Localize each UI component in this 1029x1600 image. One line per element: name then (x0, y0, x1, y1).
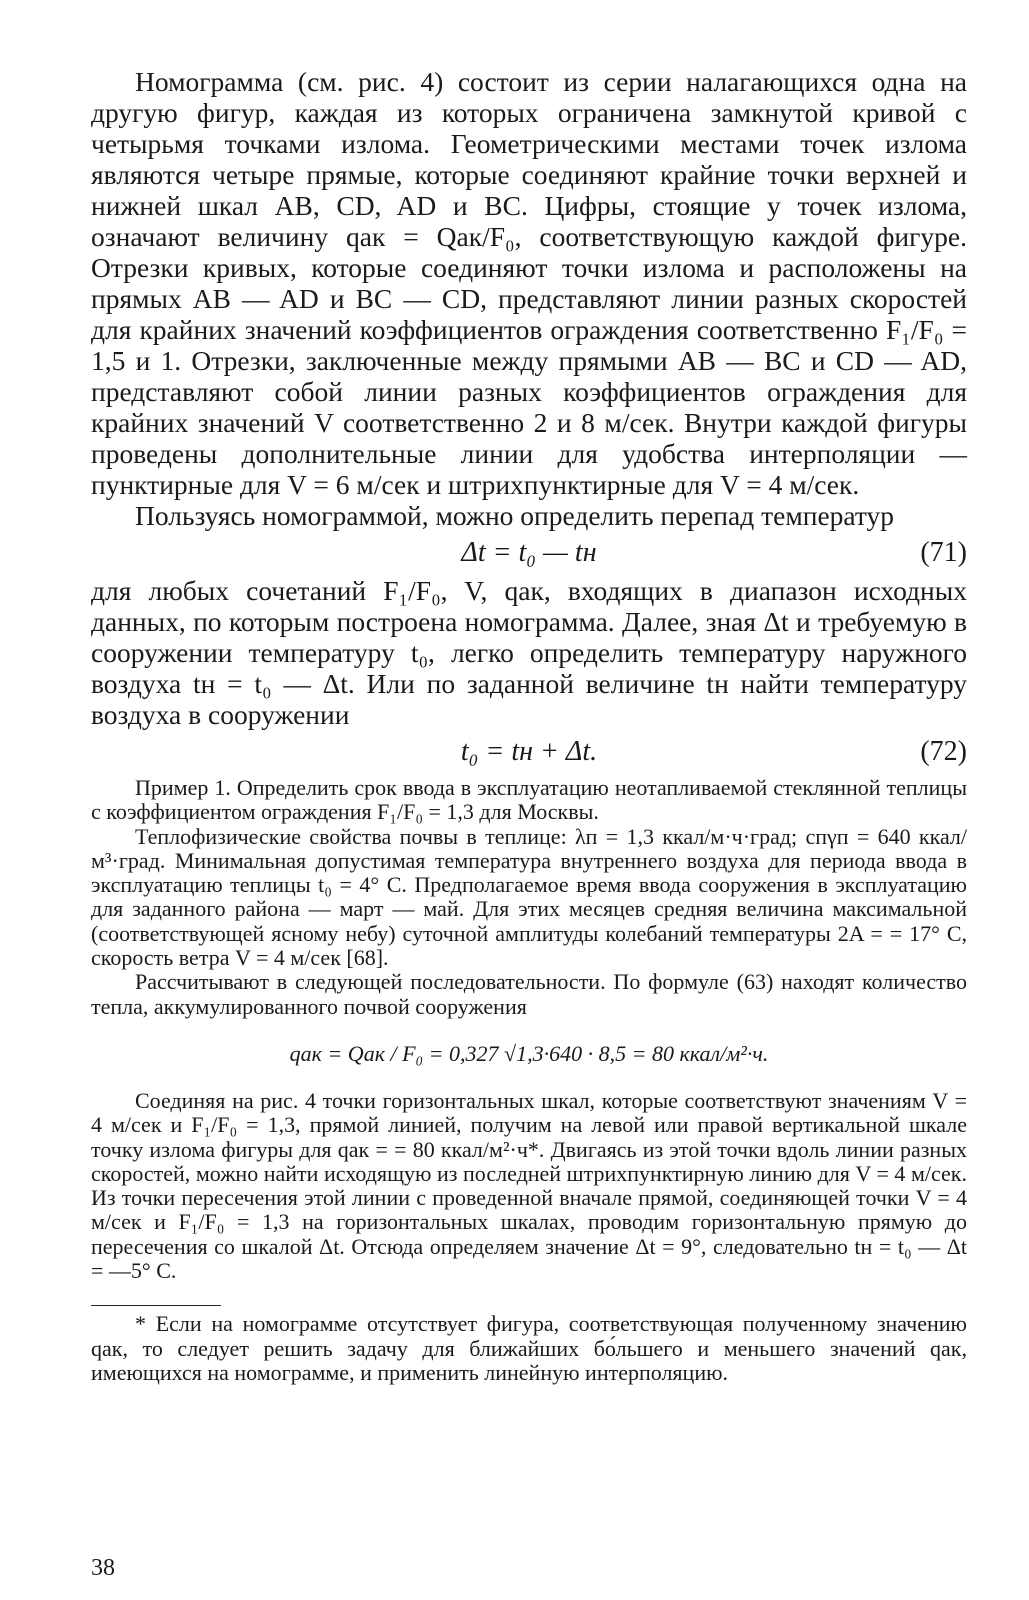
equation-71-number: (71) (920, 537, 967, 568)
example-1-nomogram-procedure: Соединяя на рис. 4 точки горизонтальных шкал, которые соответствуют значениям V = 4 м/сек и F₁/F₀ = 1,3, прямой линией, получим на левой или правой вертикальной шкале точку излома фигуры для qак = = 80 ккал/м²·ч*. Двигаясь из этой точки вдоль линии разных скоростей, можно найти исходящую из последней штрихпунктирную линию для V = 4 м/сек. Из точки пересечения этой линии с проведенной вначале прямой, соединяющей точки V = 4 м/сек и F₁/F₀ = 1,3 на горизонтальных шкалах, проводим горизонтальную прямую до пересечения со шкалой Δt. Отсюда определяем значение Δt = 9°, следовательно tн = t₀ — Δt = —5° С. (91, 1087, 967, 1284)
footnote: * Если на номограмме отсутствует фигура, соответствующая полученному значению qак, то следует решить задачу для ближайших бо́льшего и меньшего значений qак, имеющихся на номограмме, и применить линейную интерполяцию. (91, 1311, 967, 1385)
example-1-calculation: Рассчитывают в следующей последовательности. По формуле (63) находят количество тепла, аккумулированного почвой сооружения (91, 969, 967, 1019)
equation-72-formula: t₀ = tн + Δt. (460, 736, 598, 767)
page-number: 38 (91, 1555, 115, 1581)
equation-72 (91, 730, 967, 774)
footnote-divider (91, 1305, 221, 1306)
equation-71 (91, 531, 967, 575)
equation-qak (91, 1019, 967, 1089)
equation-qak-formula: qак = Qак / F₀ = 0,327 √1,3·640 · 8,5 = 80 ккал/м²·ч. (289, 1040, 769, 1066)
paragraph-combinations: для любых сочетаний F₁/F₀, V, qак, входящих в диапазон исходных данных, по которым построена номограмма. Далее, зная Δt и требуемую в сооружении температуру t₀, легко определить температуру наружного воздуха tн = t₀ — Δt. Или по заданной величине tн найти температуру воздуха в сооружении (91, 575, 967, 730)
example-1-soil-properties: Теплофизические свойства почвы в теплице: λп = 1,3 ккал/м·ч·град; cпγп = 640 ккал/м³·град. Минимальная допустимая температура внутреннего воздуха для периода ввода в эксплуатацию теплицы t₀ = 4° С. Предполагаемое время ввода сооружения в эксплуатацию для заданного района — март — май. Для этих месяцев средняя величина максимальной (соответствующей ясному небу) суточной амплитуды колебаний температуры 2A = = 17° С, скорость ветра V = 4 м/сек [68]. (91, 823, 967, 971)
paragraph-nomogram-description: Номограмма (см. рис. 4) состоит из серии налагающихся одна на другую фигур, каждая из которых ограничена замкнутой кривой с четырьмя точками излома. Геометрическими местами точек излома являются четыре прямые, которые соединяют крайние точки верхней и нижней шкал AB, CD, AD и BC. Цифры, стоящие у точек излома, означают величину qак = Qак/F₀, соответствующую каждой фигуре. Отрезки кривых, которые соединяют точки излома и расположены на прямых AB — AD и BC — CD, представляют линии разных скоростей для крайних значений коэффициентов ограждения соответственно F₁/F₀ = 1,5 и 1. Отрезки, заключенные между прямыми AB — BC и CD — AD, представляют собой линии разных коэффициентов ограждения для крайних значений V соответственно 2 и 8 м/сек. Внутри каждой фигуры проведены дополнительные линии для удобства интерполяции — пунктирные для V = 6 м/сек и штрихпунктирные для V = 4 м/сек. (91, 66, 967, 500)
equation-72-number: (72) (920, 736, 967, 767)
main-text-column (91, 66, 967, 1385)
equation-71-formula: Δt = t₀ — tн (461, 537, 597, 568)
paragraph-temperature-difference: Пользуясь номограммой, можно определить перепад температур (135, 500, 895, 531)
example-1-heading: Пример 1. Определить срок ввода в эксплуатацию неотапливаемой стеклянной теплицы с коэффициентом ограждения F₁/F₀ = 1,3 для Москвы. (91, 775, 967, 825)
